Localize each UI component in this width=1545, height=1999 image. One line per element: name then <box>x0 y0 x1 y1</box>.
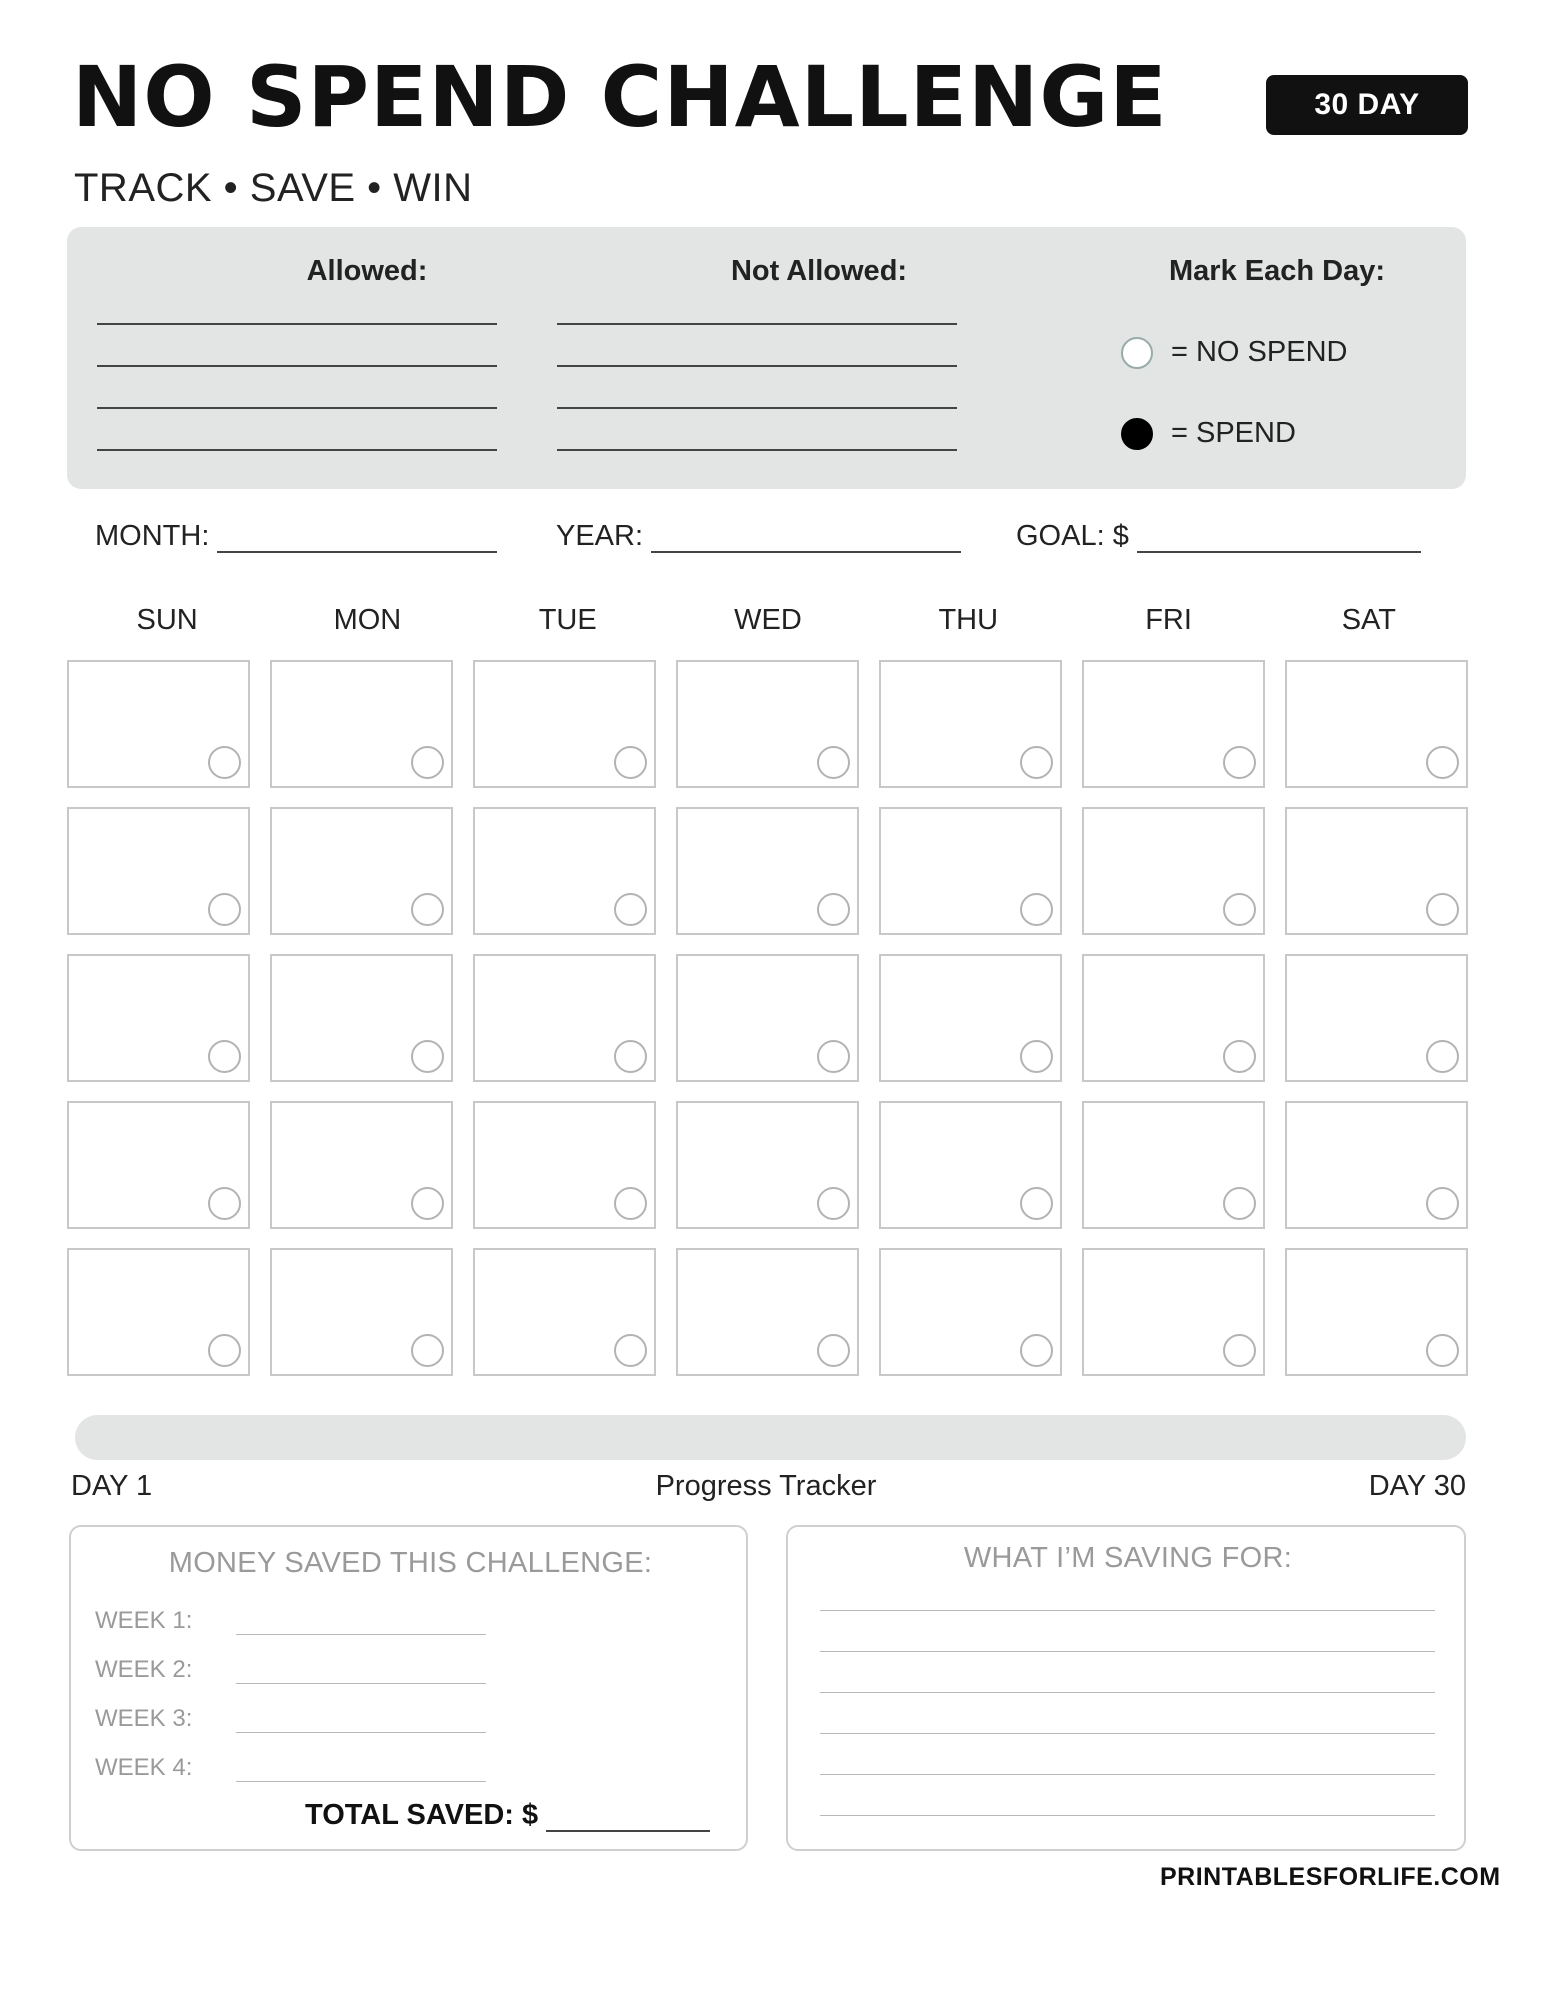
progress-bar[interactable] <box>75 1415 1466 1460</box>
empty-circle-icon <box>1121 337 1153 369</box>
year-label: YEAR: <box>556 520 644 552</box>
day-marker-circle-icon[interactable] <box>1426 893 1459 926</box>
calendar-day-cell[interactable] <box>1285 954 1468 1082</box>
allowed-line[interactable] <box>97 323 497 325</box>
calendar-day-cell[interactable] <box>1285 807 1468 935</box>
tagline: TRACK • SAVE • WIN <box>74 166 473 210</box>
weekday-label: WED <box>734 604 802 636</box>
allowed-line[interactable] <box>97 365 497 367</box>
day-marker-circle-icon[interactable] <box>1426 1334 1459 1367</box>
day-marker-circle-icon[interactable] <box>208 1187 241 1220</box>
calendar-day-cell[interactable] <box>879 1248 1062 1376</box>
total-saved-label: TOTAL SAVED: $ <box>305 1799 539 1831</box>
allowed-lines <box>97 323 497 451</box>
saving-for-line[interactable] <box>820 1815 1435 1816</box>
calendar-day-cell[interactable] <box>676 807 859 935</box>
calendar-grid <box>67 660 1468 1376</box>
calendar-day-cell[interactable] <box>1082 660 1265 788</box>
day-marker-circle-icon[interactable] <box>1223 1334 1256 1367</box>
calendar-day-cell[interactable] <box>473 954 656 1082</box>
day-marker-circle-icon[interactable] <box>1426 1040 1459 1073</box>
day-marker-circle-icon[interactable] <box>1426 1187 1459 1220</box>
weekday-label: SUN <box>136 604 198 636</box>
calendar-day-cell[interactable] <box>473 807 656 935</box>
week-input-line[interactable] <box>236 1665 486 1684</box>
calendar-day-cell[interactable] <box>676 1248 859 1376</box>
year-input-line[interactable] <box>651 527 961 553</box>
legend-no-spend-label: = NO SPEND <box>1171 336 1348 368</box>
week-label: WEEK 4: <box>95 1754 193 1781</box>
calendar-day-cell[interactable] <box>67 954 250 1082</box>
calendar-day-cell[interactable] <box>1082 1101 1265 1229</box>
calendar-day-cell[interactable] <box>270 1248 453 1376</box>
calendar-day-cell[interactable] <box>67 660 250 788</box>
legend-spend <box>1121 417 1296 450</box>
not-allowed-lines <box>557 323 957 451</box>
calendar-day-cell[interactable] <box>270 954 453 1082</box>
weekday-header <box>67 604 1469 637</box>
weekday-label: TUE <box>538 604 597 636</box>
calendar-day-cell[interactable] <box>67 1248 250 1376</box>
total-saved-input-line[interactable] <box>546 1808 710 1832</box>
saving-for-panel <box>786 1525 1466 1851</box>
not-allowed-line[interactable] <box>557 449 957 451</box>
day-marker-circle-icon[interactable] <box>817 1040 850 1073</box>
calendar-day-cell[interactable] <box>879 807 1062 935</box>
calendar-day-cell[interactable] <box>67 1101 250 1229</box>
day-marker-circle-icon[interactable] <box>411 893 444 926</box>
calendar-day-cell[interactable] <box>1082 807 1265 935</box>
saving-for-line[interactable] <box>820 1692 1435 1693</box>
day-marker-circle-icon[interactable] <box>817 1334 850 1367</box>
day-marker-circle-icon[interactable] <box>411 746 444 779</box>
day-marker-circle-icon[interactable] <box>1020 746 1053 779</box>
month-label: MONTH: <box>95 520 210 552</box>
saving-for-line[interactable] <box>820 1733 1435 1734</box>
calendar-day-cell[interactable] <box>879 1101 1062 1229</box>
day-marker-circle-icon[interactable] <box>1223 1187 1256 1220</box>
weekday-label: SAT <box>1341 604 1396 636</box>
week-input-line[interactable] <box>236 1616 486 1635</box>
week-input-line[interactable] <box>236 1763 486 1782</box>
saving-for-line[interactable] <box>820 1651 1435 1652</box>
duration-badge: 30 DAY <box>1266 75 1468 135</box>
day-marker-circle-icon[interactable] <box>614 1334 647 1367</box>
day-marker-circle-icon[interactable] <box>411 1334 444 1367</box>
calendar-day-cell[interactable] <box>1285 1101 1468 1229</box>
day-marker-circle-icon[interactable] <box>817 1187 850 1220</box>
calendar-day-cell[interactable] <box>473 1248 656 1376</box>
day-marker-circle-icon[interactable] <box>614 1187 647 1220</box>
mark-heading: Mark Each Day: <box>1169 255 1385 287</box>
allowed-line[interactable] <box>97 407 497 409</box>
weekday-label: THU <box>938 604 999 636</box>
day-marker-circle-icon[interactable] <box>1223 746 1256 779</box>
day-marker-circle-icon[interactable] <box>1020 1334 1053 1367</box>
saving-for-line[interactable] <box>820 1774 1435 1775</box>
saving-for-line[interactable] <box>820 1610 1435 1611</box>
weekday-label: FRI <box>1145 604 1192 636</box>
weekday-label: MON <box>333 604 402 636</box>
day-marker-circle-icon[interactable] <box>1020 1040 1053 1073</box>
page-title: NO SPEND CHALLENGE <box>72 48 1168 146</box>
legend-no-spend <box>1121 336 1347 369</box>
day-marker-circle-icon[interactable] <box>208 1334 241 1367</box>
calendar-day-cell[interactable] <box>676 954 859 1082</box>
day-marker-circle-icon[interactable] <box>1020 893 1053 926</box>
day-marker-circle-icon[interactable] <box>817 893 850 926</box>
day-marker-circle-icon[interactable] <box>614 893 647 926</box>
allowed-line[interactable] <box>97 449 497 451</box>
saving-for-title: WHAT I’M SAVING FOR: <box>963 1542 1293 1574</box>
day-marker-circle-icon[interactable] <box>1223 1040 1256 1073</box>
filled-circle-icon <box>1121 418 1153 450</box>
calendar-day-cell[interactable] <box>270 660 453 788</box>
goal-field <box>1016 520 1421 553</box>
week-label: WEEK 3: <box>95 1705 193 1732</box>
day-marker-circle-icon[interactable] <box>614 746 647 779</box>
week-label: WEEK 1: <box>95 1607 193 1634</box>
not-allowed-line[interactable] <box>557 407 957 409</box>
calendar-day-cell[interactable] <box>473 1101 656 1229</box>
progress-end-label: DAY 30 <box>1368 1470 1466 1502</box>
day-marker-circle-icon[interactable] <box>411 1187 444 1220</box>
calendar-day-cell[interactable] <box>879 660 1062 788</box>
day-marker-circle-icon[interactable] <box>817 746 850 779</box>
legend-spend-label: = SPEND <box>1171 417 1296 449</box>
progress-start-label: DAY 1 <box>71 1470 153 1502</box>
calendar-day-cell[interactable] <box>879 954 1062 1082</box>
month-field <box>95 520 497 553</box>
month-input-line[interactable] <box>217 527 497 553</box>
week-label: WEEK 2: <box>95 1656 193 1683</box>
calendar-day-cell[interactable] <box>676 1101 859 1229</box>
day-marker-circle-icon[interactable] <box>1020 1187 1053 1220</box>
total-saved <box>305 1799 710 1832</box>
week-row <box>95 1705 486 1733</box>
calendar-day-cell[interactable] <box>676 660 859 788</box>
allowed-heading: Allowed: <box>306 255 428 287</box>
money-saved-title: MONEY SAVED THIS CHALLENGE: <box>168 1547 653 1579</box>
day-marker-circle-icon[interactable] <box>208 1040 241 1073</box>
rules-box <box>67 227 1466 489</box>
calendar-day-cell[interactable] <box>1285 1248 1468 1376</box>
calendar-day-cell[interactable] <box>67 807 250 935</box>
day-marker-circle-icon[interactable] <box>614 1040 647 1073</box>
not-allowed-heading: Not Allowed: <box>730 255 908 287</box>
calendar-day-cell[interactable] <box>270 807 453 935</box>
not-allowed-line[interactable] <box>557 365 957 367</box>
year-field <box>556 520 961 553</box>
calendar-day-cell[interactable] <box>270 1101 453 1229</box>
calendar-day-cell[interactable] <box>1082 954 1265 1082</box>
day-marker-circle-icon[interactable] <box>208 746 241 779</box>
week-row <box>95 1656 486 1684</box>
week-row <box>95 1754 486 1782</box>
calendar-day-cell[interactable] <box>473 660 656 788</box>
day-marker-circle-icon[interactable] <box>208 893 241 926</box>
goal-label: GOAL: $ <box>1016 520 1129 552</box>
not-allowed-line[interactable] <box>557 323 957 325</box>
calendar-day-cell[interactable] <box>1082 1248 1265 1376</box>
day-marker-circle-icon[interactable] <box>1223 893 1256 926</box>
week-input-line[interactable] <box>236 1714 486 1733</box>
footer-brand: PRINTABLESFORLIFE.COM <box>1160 1863 1501 1891</box>
week-row <box>95 1607 486 1635</box>
saving-for-lines <box>820 1610 1435 1816</box>
day-marker-circle-icon[interactable] <box>1426 746 1459 779</box>
day-marker-circle-icon[interactable] <box>411 1040 444 1073</box>
goal-input-line[interactable] <box>1137 527 1421 553</box>
calendar-day-cell[interactable] <box>1285 660 1468 788</box>
money-saved-panel <box>69 1525 748 1851</box>
progress-label: Progress Tracker <box>655 1470 877 1502</box>
